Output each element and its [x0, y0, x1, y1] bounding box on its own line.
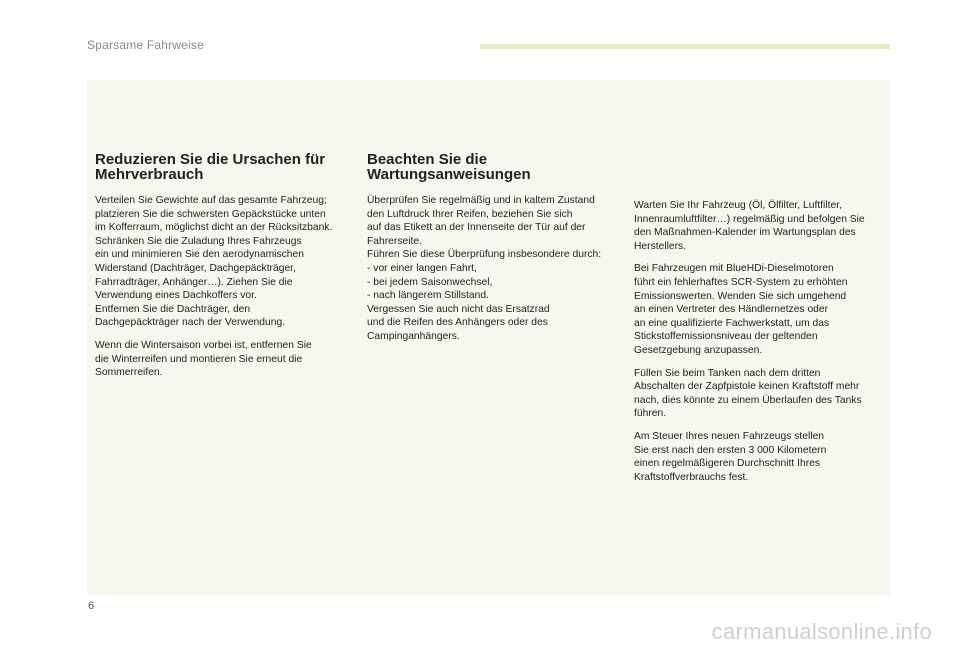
paragraph-bluehdi: Bei Fahrzeugen mit BlueHDi-Dieselmotoren führt ein fehlerhaftes SCR-System zu erhöhten Emissionswerten. Wenden Sie sich umgehend an einen Vertreter des Händlernetzes oder an eine qualifizierte Fachwerkstatt, um das Stickstoffemissionsniveau der geltenden Gesetzgebung anzupassen. — [634, 263, 848, 356]
paragraph-service: Warten Sie Ihr Fahrzeug (Öl, Ölfilter, Luftfilter, Innenraumluftfilter…) regelmäßig und befolgen Sie den Maßnahmen-Kalender im Wartungsplan des Herstellers. — [634, 200, 865, 252]
paragraph-weight: Verteilen Sie Gewichte auf das gesamte Fahrzeug; platzieren Sie die schwersten Gepäckstücke unten im Kofferraum, möglichst dicht an der Rücksitzbank. Schränken Sie die Zuladung Ihres Fahrzeugs ein und minimieren Sie den aerodynamischen Widerstand (Dachträger, Dachgepäckträger, Fahrradträger, Anhänger…). Ziehen Sie die Verwendung eines Dachkoffers vor. Entfernen Sie die Dachträger, den Dachgepäckträger nach der Verwendung. — [95, 195, 333, 329]
heading-line-1: Beachten Sie die — [367, 151, 488, 168]
heading-reduce-consumption — [95, 152, 350, 182]
page-number: 6 — [88, 600, 95, 612]
paragraph-winter-tyres: Wenn die Wintersaison vorbei ist, entfernen Sie die Winterreifen und montieren Sie erneut die Sommerreifen. — [95, 339, 312, 379]
column-middle — [367, 152, 617, 353]
heading-line-2: Mehrverbrauch — [95, 166, 204, 183]
heading-line-2: Wartungsanweisungen — [367, 166, 531, 183]
column-right — [634, 199, 879, 493]
header-accent-bar — [480, 44, 890, 49]
paragraph-refuelling: Füllen Sie beim Tanken nach dem dritten Abschalten der Zapfpistole keinen Kraftstoff mehr nach, dies könnte zu einem Überlaufen des Tanks führen. — [634, 367, 862, 420]
paragraph-tyre-pressure: Überprüfen Sie regelmäßig und in kaltem Zustand den Luftdruck Ihrer Reifen, beziehen Sie sich auf das Etikett an der Innenseite der Tür auf der Fahrerseite. Führen Sie diese Überprüfung insbesondere durch: - vor einer langen Fahrt, - bei jedem Saisonwechsel, - nach längerem Stillstand. Vergessen Sie auch nicht das Ersatzrad und die Reifen des Anhängers oder des Campinganhängers. — [367, 195, 602, 342]
watermark: carmanualsonline.info — [711, 619, 932, 644]
column-left — [95, 152, 350, 389]
section-title: Sparsame Fahrweise — [87, 38, 204, 52]
heading-maintenance — [367, 152, 617, 182]
paragraph-new-vehicle: Am Steuer Ihres neuen Fahrzeugs stellen Sie erst nach den ersten 3 000 Kilometern einen regelmäßigeren Durchschnitt Ihres Kraftstoffverbrauchs fest. — [634, 430, 827, 483]
heading-line-1: Reduzieren Sie die Ursachen für — [95, 151, 326, 168]
